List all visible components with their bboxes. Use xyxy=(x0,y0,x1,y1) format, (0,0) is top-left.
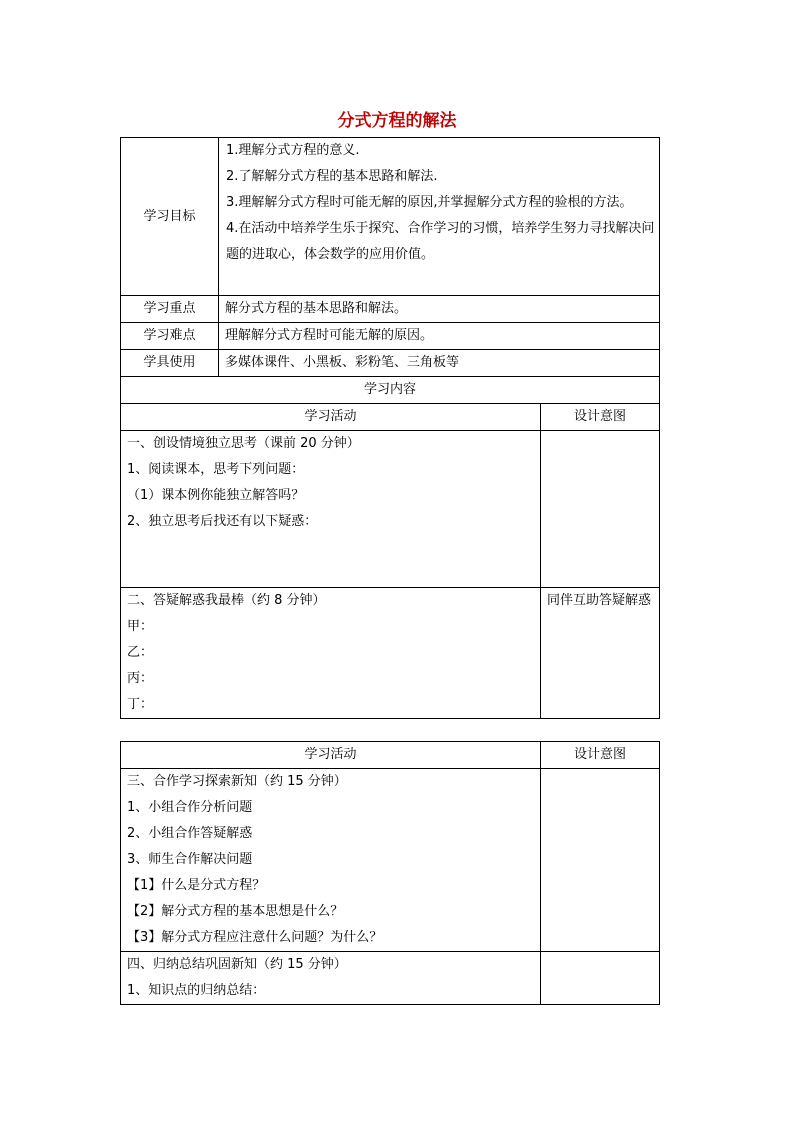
tools-text: 多媒体课件、小黑板、彩粉笔、三角板等 xyxy=(219,350,660,377)
section-3-line: 3、师生合作解决问题 xyxy=(127,852,253,867)
section-2-line: 乙： xyxy=(127,645,154,660)
goals-label: 学习目标 xyxy=(121,138,219,296)
section-4-cell xyxy=(121,952,541,1005)
section-3-cell xyxy=(121,769,541,952)
difficulty-label: 学习难点 xyxy=(121,323,219,350)
section-3-design xyxy=(541,769,660,952)
goal-item: 1.理解分式方程的意义. xyxy=(226,143,360,158)
section-3-line: 1、小组合作分析问题 xyxy=(127,800,253,815)
section-1-heading: 一、创设情境独立思考（课前 20 分钟） xyxy=(127,436,360,451)
goal-item: 2.了解解分式方程的基本思路和解法. xyxy=(226,169,438,184)
goals-cell xyxy=(219,138,660,296)
tools-label: 学具使用 xyxy=(121,350,219,377)
section-3-heading: 三、合作学习探索新知（约 15 分钟） xyxy=(127,774,347,789)
section-1-design xyxy=(541,431,660,588)
activity-header: 学习活动 xyxy=(121,742,541,769)
content-header: 学习内容 xyxy=(121,377,660,404)
activity-header: 学习活动 xyxy=(121,404,541,431)
lesson-plan-table-continued xyxy=(120,741,660,1005)
lesson-plan-table xyxy=(120,137,660,719)
section-2-line: 丁： xyxy=(127,697,154,712)
goal-item: 4.在活动中培养学生乐于探究、合作学习的习惯，培养学生努力寻找解决问题的进取心，体会数学的应用价值。 xyxy=(226,221,655,262)
design-header: 设计意图 xyxy=(541,404,660,431)
section-1-cell xyxy=(121,431,541,588)
section-3-line: 【2】解分式方程的基本思想是什么？ xyxy=(127,904,344,919)
section-2-heading: 二、答疑解惑我最棒（约 8 分钟） xyxy=(127,593,326,608)
difficulty-text: 理解解分式方程时可能无解的原因。 xyxy=(219,323,660,350)
section-2-line: 丙： xyxy=(127,671,154,686)
section-3-line: 【1】什么是分式方程？ xyxy=(127,878,266,893)
section-4-heading: 四、归纳总结巩固新知（约 15 分钟） xyxy=(127,957,347,972)
document-title: 分式方程的解法 xyxy=(337,111,457,131)
key-text: 解分式方程的基本思路和解法。 xyxy=(219,296,660,323)
section-4-line: 1、知识点的归纳总结： xyxy=(127,983,266,998)
section-4-design xyxy=(541,952,660,1005)
section-2-line: 甲： xyxy=(127,619,154,634)
section-2-cell xyxy=(121,588,541,719)
key-label: 学习重点 xyxy=(121,296,219,323)
section-3-line: 【3】解分式方程应注意什么问题？为什么？ xyxy=(127,930,383,945)
section-1-line: （1）课本例你能独立解答吗？ xyxy=(127,488,305,503)
design-header: 设计意图 xyxy=(541,742,660,769)
goal-item: 3.理解解分式方程时可能无解的原因,并掌握解分式方程的验根的方法。 xyxy=(226,195,633,210)
section-1-line: 2、独立思考后找还有以下疑惑： xyxy=(127,514,318,529)
section-2-design: 同伴互助答疑解惑 xyxy=(541,588,660,719)
section-3-line: 2、小组合作答疑解惑 xyxy=(127,826,253,841)
section-1-line: 1、阅读课本，思考下列问题： xyxy=(127,462,305,477)
